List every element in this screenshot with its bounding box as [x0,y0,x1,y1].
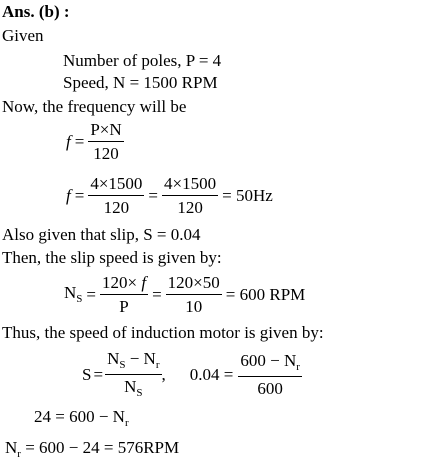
fraction-slip [105,350,161,399]
fraction-denominator: 600 [257,379,283,398]
equals-sign: = [93,365,104,384]
fraction-numerator: $N_S - N_r$ [107,349,160,371]
f-variable: f [66,186,71,205]
s-variable: S [82,365,92,384]
fraction-denominator: 10 [185,297,203,316]
fraction-bar [238,376,302,377]
slip-speed-result: = 600 RPM [225,285,306,304]
fraction-denominator: 120 [103,198,130,217]
equals-sign: = [74,186,85,205]
f-variable: f [66,132,71,151]
equals-sign: = [148,186,159,205]
ns-variable: $N_S$ [64,283,83,305]
fraction-denominator: 120 [93,144,119,163]
equation-frequency-formula [66,121,124,162]
fraction-slip-numeric [238,352,302,397]
frequency-intro: Now, the frequency will be [2,97,187,116]
fraction-denominator: $N_S$ [124,377,143,399]
comma: , [161,365,166,384]
slip-speed-intro: Then, the slip speed is given by: [2,248,222,267]
equals-sign: = [86,285,96,304]
fraction-bar [162,195,218,196]
equation-slip-definition [82,350,302,399]
fraction-numerator: P×N [90,120,122,139]
equals-sign: = [152,285,162,304]
equals-sign: = [74,132,85,151]
fraction-denominator: P [119,297,129,316]
answer-heading: Ans. (b) : [2,2,70,21]
slip-value: 0.04 = [189,365,234,384]
fraction-numerator: 4×1500 [164,174,217,193]
equation-slip-speed [64,274,305,315]
poles-line: Number of poles, P = 4 [63,51,222,70]
given-label: Given [2,26,44,45]
fraction-first [100,274,148,315]
fraction-numerator: $600 - N_r$ [240,351,300,373]
fraction-bar [100,294,148,295]
fraction-numerator: 4×1500 [90,174,143,193]
frequency-result: = 50Hz [222,186,273,205]
fraction-numerator: 120× f [102,273,147,292]
fraction-bar [88,195,144,196]
fraction-bar [88,141,123,142]
speed-line: Speed, N = 1500 RPM [63,73,218,92]
equation-frequency-value [66,175,273,216]
equation-rearranged: $24 = 600 - N_r$ [34,407,129,429]
induction-speed-intro: Thus, the speed of induction motor is given by: [2,323,324,342]
fraction-numerator: 120×50 [167,273,220,292]
fraction-bar [105,374,161,375]
fraction-bar [166,294,222,295]
fraction-denominator: 120 [177,198,203,217]
fraction-second [166,274,222,315]
fraction-second [162,175,218,216]
fraction-first [88,175,144,216]
slip-given-line: Also given that slip, S = 0.04 [2,225,201,244]
equation-rotor-speed: $N_r = 600 - 24 = 576RPM$ [5,438,180,460]
fraction-pn-over-120 [88,121,123,162]
